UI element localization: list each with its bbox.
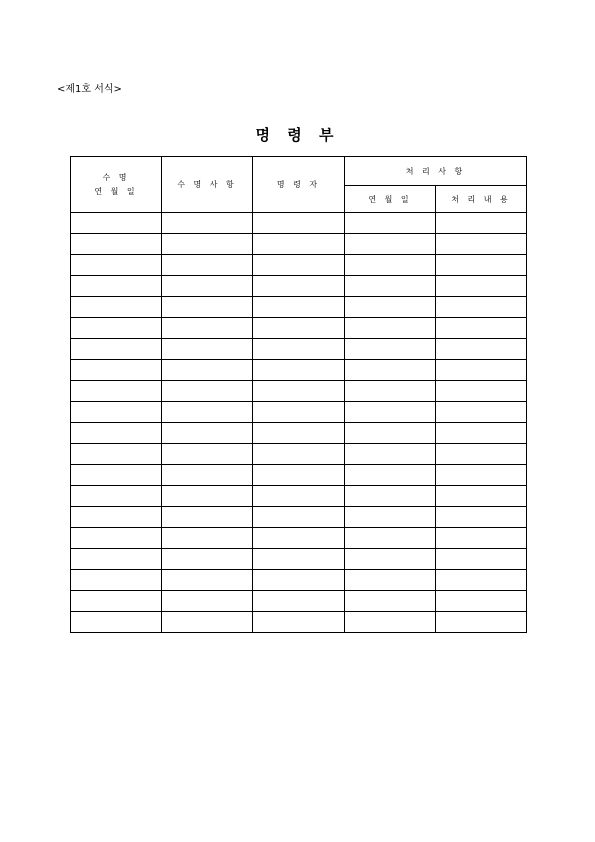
received-matter-cell[interactable] bbox=[162, 255, 253, 276]
received-date-cell[interactable] bbox=[71, 255, 162, 276]
received-date-cell[interactable] bbox=[71, 423, 162, 444]
commander-cell[interactable] bbox=[253, 318, 345, 339]
table-row bbox=[71, 465, 527, 486]
processing-content-cell[interactable] bbox=[436, 507, 527, 528]
processing-content-cell[interactable] bbox=[436, 528, 527, 549]
commander-cell[interactable] bbox=[253, 297, 345, 318]
received-date-header-line2: 연 월 일 bbox=[94, 186, 138, 196]
processing-date-cell[interactable] bbox=[345, 549, 436, 570]
processing-content-cell[interactable] bbox=[436, 612, 527, 633]
processing-date-cell[interactable] bbox=[345, 381, 436, 402]
form-number-label: <제1호 서식> bbox=[57, 84, 122, 95]
processing-content-cell[interactable] bbox=[436, 297, 527, 318]
table-row bbox=[71, 444, 527, 465]
processing-content-cell[interactable] bbox=[436, 339, 527, 360]
received-date-cell[interactable] bbox=[71, 591, 162, 612]
received-matter-cell[interactable] bbox=[162, 465, 253, 486]
processing-content-cell[interactable] bbox=[436, 465, 527, 486]
table-row bbox=[71, 612, 527, 633]
table-row bbox=[71, 360, 527, 381]
commander-cell[interactable] bbox=[253, 339, 345, 360]
processing-date-cell[interactable] bbox=[345, 591, 436, 612]
commander-header: 명 령 자 bbox=[253, 157, 345, 213]
processing-content-cell[interactable] bbox=[436, 255, 527, 276]
processing-date-cell[interactable] bbox=[345, 360, 436, 381]
processing-date-cell[interactable] bbox=[345, 297, 436, 318]
document-title: 명 령 부 bbox=[255, 126, 340, 144]
received-date-cell[interactable] bbox=[71, 486, 162, 507]
received-matter-cell[interactable] bbox=[162, 381, 253, 402]
processing-date-cell[interactable] bbox=[345, 423, 436, 444]
received-date-cell[interactable] bbox=[71, 318, 162, 339]
commander-cell[interactable] bbox=[253, 570, 345, 591]
processing-date-cell[interactable] bbox=[345, 318, 436, 339]
received-matter-cell[interactable] bbox=[162, 549, 253, 570]
commander-cell[interactable] bbox=[253, 360, 345, 381]
commander-cell[interactable] bbox=[253, 444, 345, 465]
processing-date-cell[interactable] bbox=[345, 339, 436, 360]
processing-date-cell[interactable] bbox=[345, 612, 436, 633]
table-row bbox=[71, 318, 527, 339]
received-date-header bbox=[71, 157, 162, 213]
received-matter-cell[interactable] bbox=[162, 276, 253, 297]
received-matter-cell[interactable] bbox=[162, 507, 253, 528]
received-date-cell[interactable] bbox=[71, 570, 162, 591]
table-row bbox=[71, 402, 527, 423]
table-row bbox=[71, 570, 527, 591]
received-date-cell[interactable] bbox=[71, 528, 162, 549]
received-matter-cell[interactable] bbox=[162, 339, 253, 360]
command-register-table bbox=[70, 156, 527, 633]
received-matter-cell[interactable] bbox=[162, 591, 253, 612]
processing-date-cell[interactable] bbox=[345, 276, 436, 297]
processing-date-cell[interactable] bbox=[345, 234, 436, 255]
commander-cell[interactable] bbox=[253, 612, 345, 633]
processing-date-cell[interactable] bbox=[345, 465, 436, 486]
register-body bbox=[71, 213, 527, 633]
received-matter-cell[interactable] bbox=[162, 318, 253, 339]
received-date-header-line1: 수 명 bbox=[102, 172, 130, 182]
received-date-cell[interactable] bbox=[71, 465, 162, 486]
received-matter-cell[interactable] bbox=[162, 423, 253, 444]
processing-content-cell[interactable] bbox=[436, 360, 527, 381]
table-row bbox=[71, 297, 527, 318]
table-row bbox=[71, 276, 527, 297]
table-row bbox=[71, 213, 527, 234]
processing-content-cell[interactable] bbox=[436, 444, 527, 465]
table-row bbox=[71, 528, 527, 549]
processing-date-cell[interactable] bbox=[345, 255, 436, 276]
commander-cell[interactable] bbox=[253, 507, 345, 528]
received-matter-cell[interactable] bbox=[162, 297, 253, 318]
table-row bbox=[71, 486, 527, 507]
received-matter-header: 수 명 사 항 bbox=[162, 157, 253, 213]
processing-date-cell[interactable] bbox=[345, 507, 436, 528]
commander-cell[interactable] bbox=[253, 423, 345, 444]
table-row bbox=[71, 423, 527, 444]
commander-cell[interactable] bbox=[253, 549, 345, 570]
received-matter-cell[interactable] bbox=[162, 486, 253, 507]
commander-cell[interactable] bbox=[253, 234, 345, 255]
processing-content-cell[interactable] bbox=[436, 213, 527, 234]
processing-date-cell[interactable] bbox=[345, 402, 436, 423]
processing-date-cell[interactable] bbox=[345, 444, 436, 465]
received-date-cell[interactable] bbox=[71, 213, 162, 234]
commander-cell[interactable] bbox=[253, 528, 345, 549]
processing-content-cell[interactable] bbox=[436, 318, 527, 339]
table-row bbox=[71, 234, 527, 255]
processing-date-cell[interactable] bbox=[345, 486, 436, 507]
received-date-cell[interactable] bbox=[71, 276, 162, 297]
received-date-cell[interactable] bbox=[71, 612, 162, 633]
processing-content-cell[interactable] bbox=[436, 234, 527, 255]
commander-cell[interactable] bbox=[253, 213, 345, 234]
received-date-cell[interactable] bbox=[71, 444, 162, 465]
received-date-cell[interactable] bbox=[71, 549, 162, 570]
received-matter-cell[interactable] bbox=[162, 444, 253, 465]
received-matter-cell[interactable] bbox=[162, 234, 253, 255]
processing-header: 처 리 사 항 bbox=[345, 157, 527, 186]
received-date-cell[interactable] bbox=[71, 360, 162, 381]
received-date-cell[interactable] bbox=[71, 402, 162, 423]
processing-date-cell[interactable] bbox=[345, 570, 436, 591]
received-matter-cell[interactable] bbox=[162, 612, 253, 633]
table-row bbox=[71, 591, 527, 612]
commander-cell[interactable] bbox=[253, 402, 345, 423]
received-date-cell[interactable] bbox=[71, 339, 162, 360]
received-matter-cell[interactable] bbox=[162, 402, 253, 423]
received-date-cell[interactable] bbox=[71, 297, 162, 318]
processing-content-cell[interactable] bbox=[436, 381, 527, 402]
processing-content-header: 처 리 내 용 bbox=[436, 186, 527, 213]
processing-content-cell[interactable] bbox=[436, 549, 527, 570]
commander-cell[interactable] bbox=[253, 276, 345, 297]
received-matter-cell[interactable] bbox=[162, 213, 253, 234]
received-date-cell[interactable] bbox=[71, 507, 162, 528]
processing-content-cell[interactable] bbox=[436, 423, 527, 444]
commander-cell[interactable] bbox=[253, 486, 345, 507]
commander-cell[interactable] bbox=[253, 465, 345, 486]
received-date-cell[interactable] bbox=[71, 234, 162, 255]
commander-cell[interactable] bbox=[253, 381, 345, 402]
received-matter-cell[interactable] bbox=[162, 360, 253, 381]
commander-cell[interactable] bbox=[253, 591, 345, 612]
received-matter-cell[interactable] bbox=[162, 528, 253, 549]
table-row bbox=[71, 381, 527, 402]
processing-date-cell[interactable] bbox=[345, 213, 436, 234]
processing-date-cell[interactable] bbox=[345, 528, 436, 549]
processing-content-cell[interactable] bbox=[436, 402, 527, 423]
processing-content-cell[interactable] bbox=[436, 570, 527, 591]
processing-content-cell[interactable] bbox=[436, 276, 527, 297]
header-row-1 bbox=[71, 157, 527, 186]
received-date-cell[interactable] bbox=[71, 381, 162, 402]
received-matter-cell[interactable] bbox=[162, 570, 253, 591]
table-row bbox=[71, 255, 527, 276]
processing-content-cell[interactable] bbox=[436, 486, 527, 507]
processing-date-header: 연 월 일 bbox=[345, 186, 436, 213]
table-row bbox=[71, 549, 527, 570]
commander-cell[interactable] bbox=[253, 255, 345, 276]
table-row bbox=[71, 507, 527, 528]
processing-content-cell[interactable] bbox=[436, 591, 527, 612]
table-row bbox=[71, 339, 527, 360]
